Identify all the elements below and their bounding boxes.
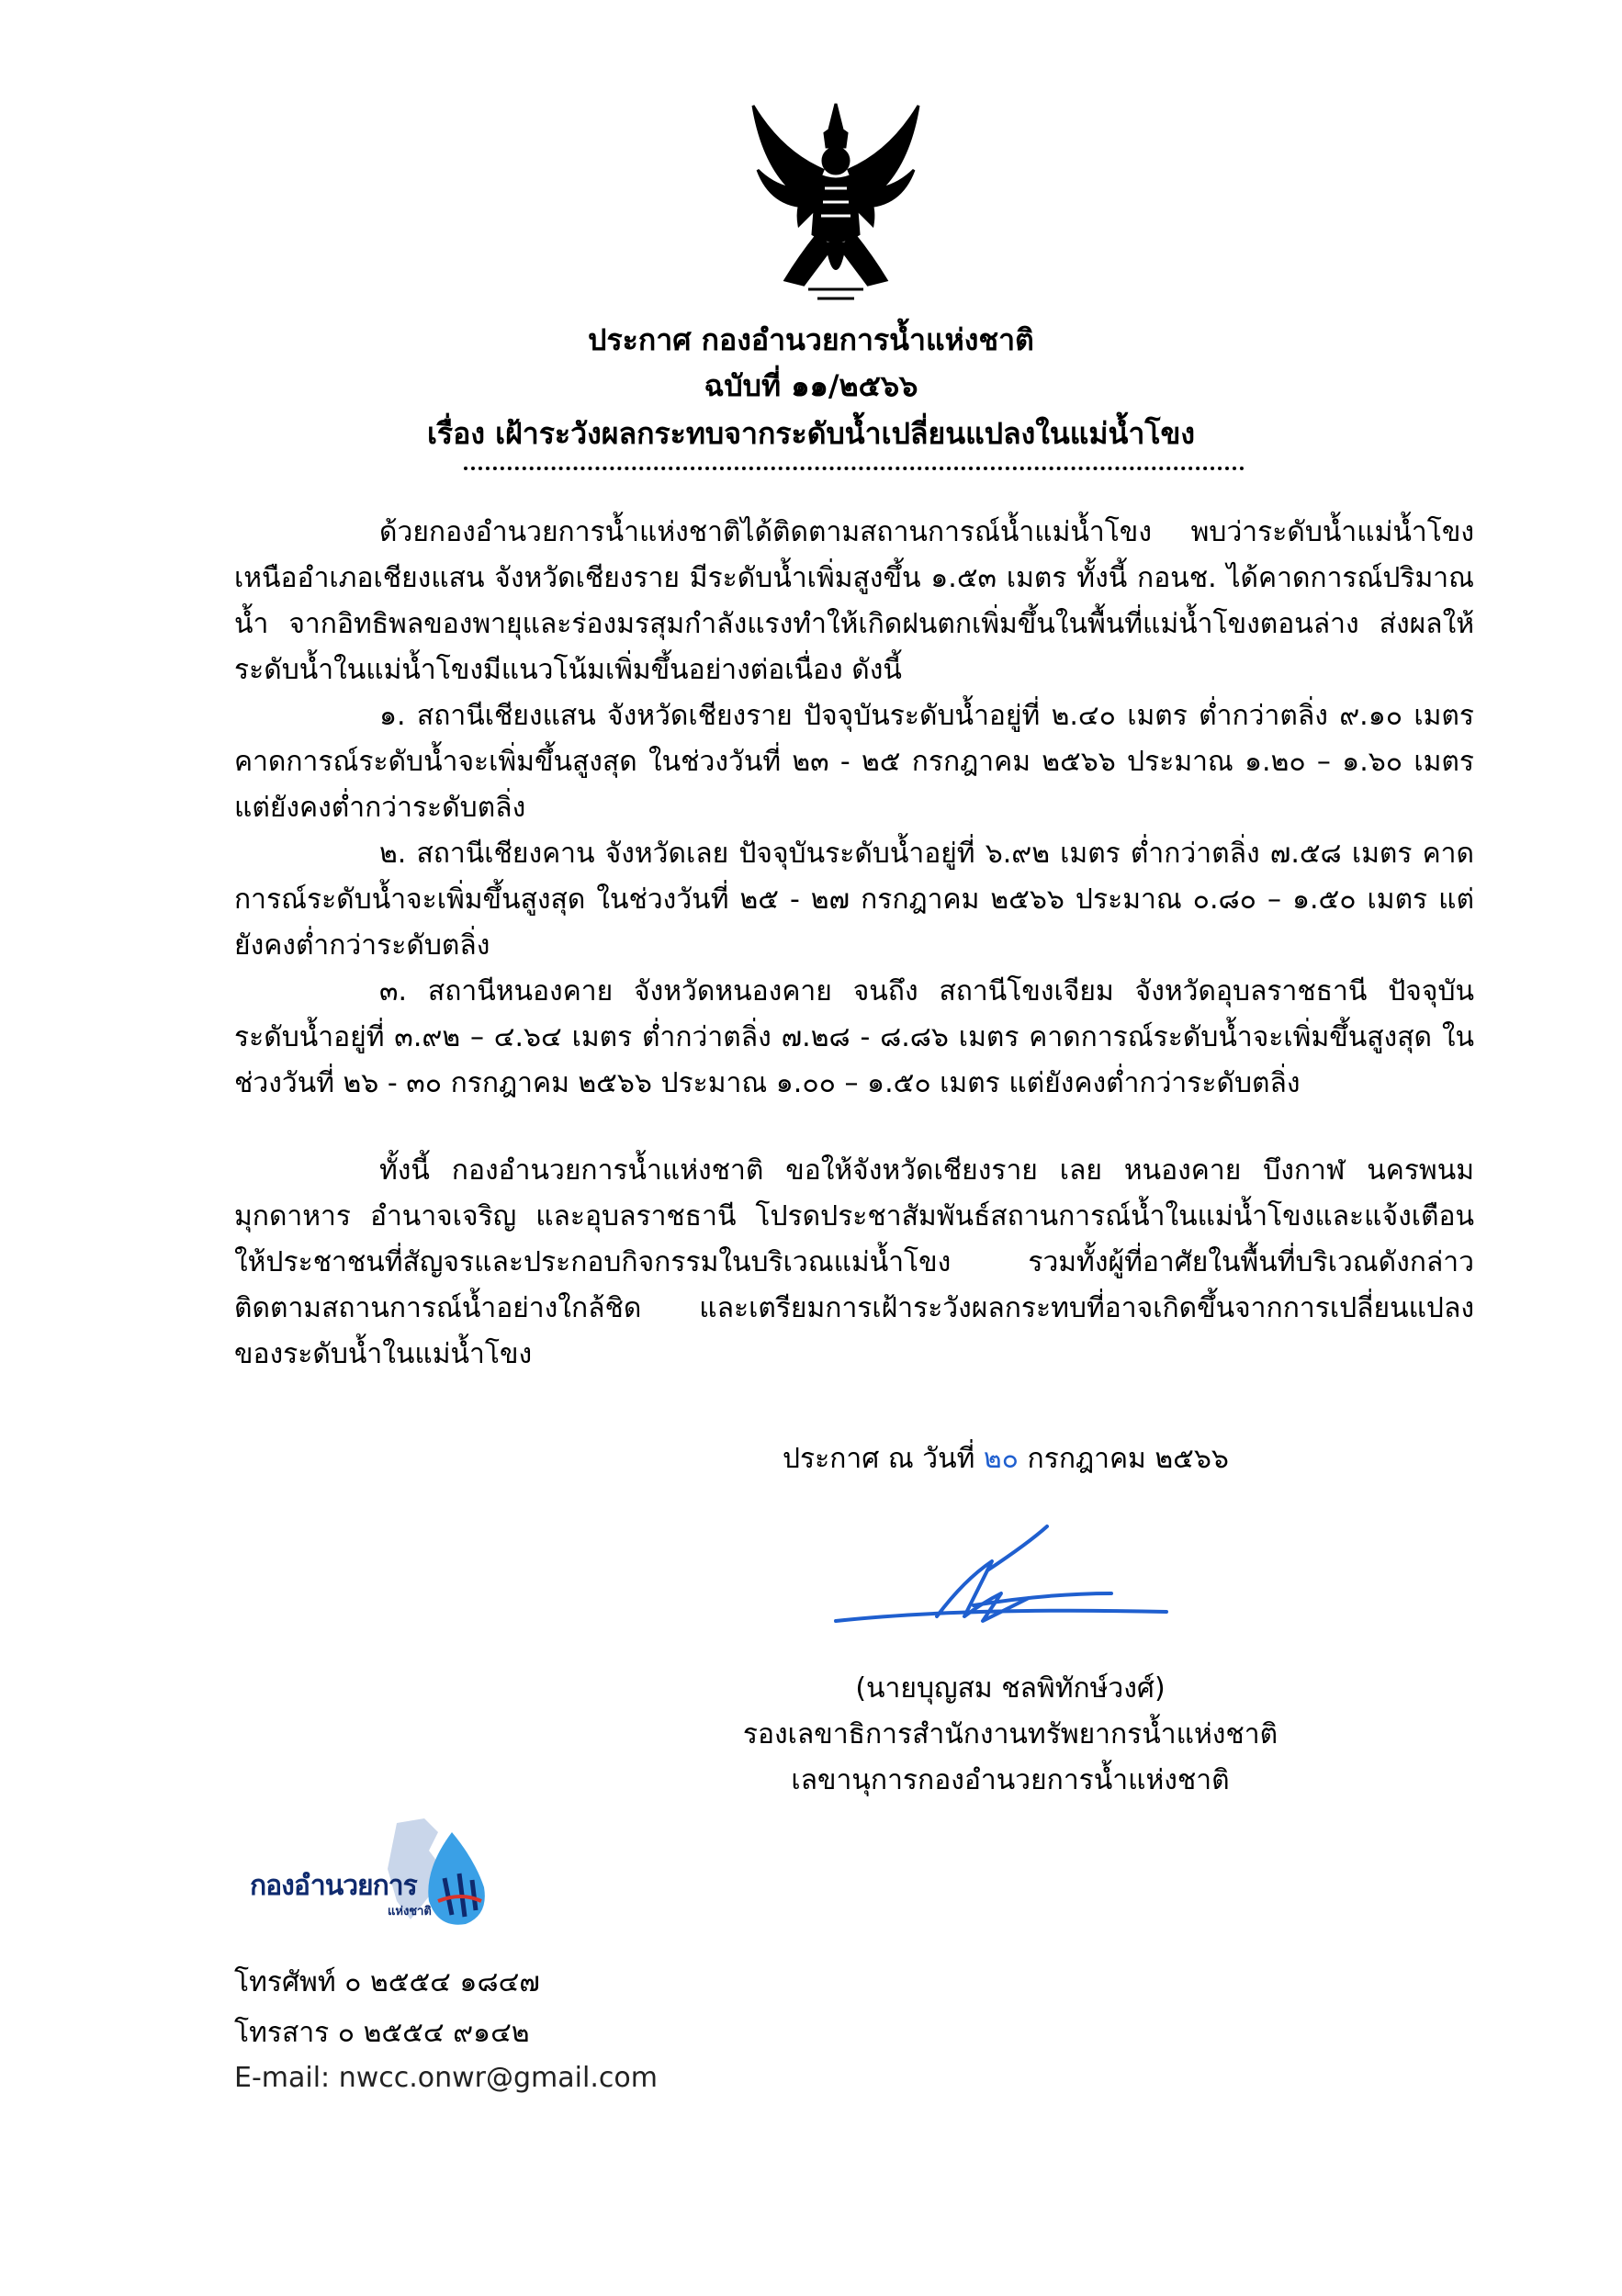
contact-email[interactable]: E-mail: nwcc.onwr@gmail.com — [234, 2062, 658, 2094]
signatory-name: (นายบุญสม ชลพิทักษ์วงศ์) — [855, 1672, 1166, 1705]
date-suffix: กรกฎาคม ๒๕๖๖ — [1019, 1443, 1229, 1475]
garuda-emblem-icon — [744, 96, 928, 308]
dotted-divider — [464, 467, 1245, 470]
logo-subtext: แห่งชาติ — [388, 1905, 432, 1919]
intro-text: ด้วยกองอำนวยการน้ำแห่งชาติได้ติดตามสถานการณ์น้ำแม่น้ำโขง พบว่าระดับน้ำแม่น้ำโขง เหนืออำเภอเชียงแสน จังหวัดเชียงราย มีระดับน้ำเพิ่มสูงขึ้น ๑.๕๓ เมตร ทั้งนี้ กอนช. ได้คาดการณ์ปริมาณน้ำ จากอิทธิพลของพายุและร่องมรสุมกำลังแรงทำให้เกิดฝนตกเพิ่มขึ้นในพื้นที่แม่น้ำโขงตอนล่าง ส่งผลให้ระดับน้ำในแม่น้ำโขงมีแนวโน้มเพิ่มขึ้นอย่างต่อเนื่อง ดังนี้ — [234, 516, 1474, 686]
announcement-title: ประกาศ กองอำนวยการน้ำแห่งชาติ — [588, 322, 1034, 357]
station-item-3-text: ๓. สถานีหนองคาย จังหวัดหนองคาย จนถึง สถานีโขงเจียม จังหวัดอุบลราชธานี ปัจจุบัน ระดับน้ำอยู่ที่ ๓.๙๒ – ๔.๖๔ เมตร ต่ำกว่าตลิ่ง ๗.๒๘ - ๘.๘๖ เมตร คาดการณ์ระดับน้ำจะเพิ่มขึ้นสูงสุด ในช่วงวันที่ ๒๖ - ๓๐ กรกฎาคม ๒๕๖๖ ประมาณ ๑.๐๐ – ๑.๕๐ เมตร แต่ยังคงต่ำกว่าระดับตลิ่ง — [234, 975, 1474, 1099]
logo-text: กองอำนวยการ — [250, 1870, 417, 1902]
nwcc-logo — [241, 1814, 516, 1933]
contact-fax: โทรสาร ๐ ๒๕๕๔ ๙๑๔๒ — [234, 2017, 530, 2049]
issue-number: ฉบับที่ ๑๑/๒๕๖๖ — [704, 368, 918, 403]
handwritten-signature-icon — [827, 1515, 1176, 1653]
station-item-3 — [234, 969, 1474, 1107]
station-item-1-text: ๑. สถานีเชียงแสน จังหวัดเชียงราย ปัจจุบันระดับน้ำอยู่ที่ ๒.๔๐ เมตร ต่ำกว่าตลิ่ง ๙.๑๐ เมตร คาดการณ์ระดับน้ำจะเพิ่มขึ้นสูงสุด ในช่วงวันที่ ๒๓ - ๒๕ กรกฎาคม ๒๕๖๖ ประมาณ ๑.๒๐ – ๑.๖๐ เมตร แต่ยังคงต่ำกว่าระดับตลิ่ง — [234, 700, 1474, 824]
closing-text: ทั้งนี้ กองอำนวยการน้ำแห่งชาติ ขอให้จังหวัดเชียงราย เลย หนองคาย บึงกาฬ นครพนม มุกดาหาร อำนาจเจริญ และอุบลราชธานี โปรดประชาสัมพันธ์สถานการณ์น้ำในแม่น้ำโขงและแจ้งเตือน ให้ประชาชนที่สัญจรและประกอบกิจกรรมในบริเวณแม่น้ำโขง รวมทั้งผู้ที่อาศัยในพื้นที่บริเวณดังกล่าว ติดตามสถานการณ์น้ำอย่างใกล้ชิด และเตรียมการเฝ้าระวังผลกระทบที่อาจเกิดขึ้นจากการเปลี่ยนแปลง ของระดับน้ำในแม่น้ำโขง — [234, 1154, 1474, 1370]
closing-paragraph — [234, 1148, 1474, 1378]
date-day: ๒๐ — [983, 1443, 1019, 1475]
station-item-2 — [234, 831, 1474, 969]
contact-phone: โทรศัพท์ ๐ ๒๕๕๔ ๑๘๔๗ — [234, 1966, 540, 1998]
subject-line: เรื่อง เฝ้าระวังผลกระทบจากระดับน้ำเปลี่ยนแปลงในแม่น้ำโขง — [426, 416, 1196, 451]
station-item-2-text: ๒. สถานีเชียงคาน จังหวัดเลย ปัจจุบันระดับน้ำอยู่ที่ ๖.๙๒ เมตร ต่ำกว่าตลิ่ง ๗.๕๘ เมตร คาดการณ์ระดับน้ำจะเพิ่มขึ้นสูงสุด ในช่วงวันที่ ๒๕ - ๒๗ กรกฎาคม ๒๕๖๖ ประมาณ ๐.๘๐ – ๑.๕๐ เมตร แต่ยังคงต่ำกว่าระดับตลิ่ง — [234, 838, 1474, 962]
signatory-position-2: เลขานุการกองอำนวยการน้ำแห่งชาติ — [791, 1764, 1230, 1796]
signatory-position-1: รองเลขาธิการสำนักงานทรัพยากรน้ำแห่งชาติ — [742, 1718, 1278, 1750]
intro-paragraph — [234, 510, 1474, 693]
announcement-date — [783, 1437, 1229, 1480]
date-prefix: ประกาศ ณ วันที่ — [783, 1443, 984, 1475]
station-item-1 — [234, 693, 1474, 831]
